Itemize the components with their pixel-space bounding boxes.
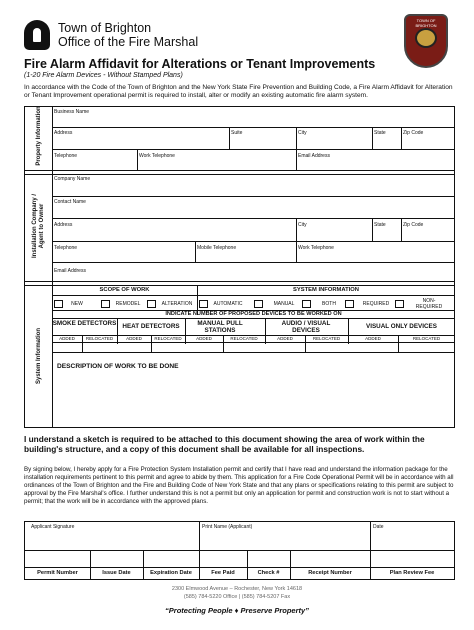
company-name-field[interactable]: Company Name bbox=[54, 176, 91, 182]
installer-section-label: Installation Company / Agent to Owner bbox=[32, 194, 45, 259]
property-telephone-field[interactable]: Telephone bbox=[54, 153, 78, 159]
system-automatic-checkbox[interactable] bbox=[199, 300, 208, 308]
property-work-telephone-field[interactable]: Work Telephone bbox=[139, 153, 175, 159]
badge-emblem-icon bbox=[415, 28, 437, 48]
plan-review-fee-field[interactable]: Plan Review Fee bbox=[389, 570, 435, 576]
system-required-label: REQUIRED bbox=[362, 301, 390, 307]
applicant-signature-field[interactable]: Applicant Signature bbox=[31, 524, 75, 530]
scope-new-label: NEW bbox=[71, 301, 83, 307]
installer-zip-field[interactable]: Zip Code bbox=[403, 222, 424, 228]
smoke-relocated-label: RELOCATED bbox=[85, 336, 114, 341]
org-name bbox=[58, 21, 198, 49]
business-name-field[interactable]: Business Name bbox=[54, 109, 90, 115]
heat-detectors-header: HEAT DETECTORS bbox=[122, 323, 180, 330]
av-relocated-label: RELOCATED bbox=[312, 336, 341, 341]
visual-added-label: ADDED bbox=[365, 336, 381, 341]
receipt-number-field[interactable]: Receipt Number bbox=[308, 570, 352, 576]
org-line-1: Town of Brighton bbox=[58, 21, 152, 35]
scope-of-work-header: SCOPE OF WORK bbox=[99, 287, 150, 293]
badge-text: TOWN OF BRIGHTON bbox=[415, 18, 437, 28]
check-number-field[interactable]: Check # bbox=[257, 570, 280, 576]
installer-city-field[interactable]: City bbox=[298, 222, 307, 228]
audio-visual-devices-header: AUDIO / VISUAL DEVICES bbox=[281, 320, 331, 334]
contact-name-field[interactable]: Contact Name bbox=[54, 199, 86, 205]
av-added-label: ADDED bbox=[277, 336, 293, 341]
system-automatic-label: AUTOMATIC bbox=[213, 301, 243, 307]
property-state-field[interactable]: State bbox=[374, 130, 386, 136]
heat-added-label: ADDED bbox=[126, 336, 142, 341]
installer-email-field[interactable]: Email Address bbox=[54, 268, 86, 274]
visual-only-devices-header: VISUAL ONLY DEVICES bbox=[366, 323, 437, 330]
affidavit-form bbox=[24, 106, 455, 428]
scope-remodel-label: REMODEL bbox=[115, 301, 141, 307]
devices-header: INDICATE NUMBER OF PROPOSED DEVICES TO BE WORKED ON bbox=[165, 311, 342, 317]
description-of-work-field[interactable]: DESCRIPTION OF WORK TO BE DONE bbox=[57, 363, 179, 370]
manual-pull-stations-header: MANUAL PULL STATIONS bbox=[197, 320, 243, 334]
system-manual-label: MANUAL bbox=[273, 301, 295, 307]
visual-relocated-label: RELOCATED bbox=[412, 336, 441, 341]
installer-mobile-field[interactable]: Mobile Telephone bbox=[197, 245, 237, 251]
installer-state-field[interactable]: State bbox=[374, 222, 386, 228]
issue-date-field[interactable]: Issue Date bbox=[102, 570, 131, 576]
footer-address: 2300 Elmwood Avenue – Rochester, New York 14618 bbox=[171, 586, 303, 592]
system-both-checkbox[interactable] bbox=[302, 300, 311, 308]
scope-alteration-label: ALTERATION bbox=[161, 301, 193, 307]
system-both-label: BOTH bbox=[322, 301, 336, 307]
date-field[interactable]: Date bbox=[373, 524, 384, 530]
footer-phones: (585) 784-5220 Office | (585) 784-5207 Fax bbox=[183, 594, 291, 600]
fee-paid-field[interactable]: Fee Paid bbox=[211, 570, 235, 576]
property-section-label: Property Information bbox=[36, 106, 42, 166]
fire-department-badge-icon bbox=[404, 14, 448, 68]
scope-new-checkbox[interactable] bbox=[54, 300, 63, 308]
heat-relocated-label: RELOCATED bbox=[154, 336, 182, 341]
system-information-header: SYSTEM INFORMATION bbox=[293, 287, 359, 293]
signing-statement: By signing below, I hereby apply for a Fire Protection System Installation permit and certify that I have read and understand the information package for the installation requirements pertinent to this permit and agree to abide by them. This application for a Fire Code Operational Permit will be in accordance with all ordinances of the Town of Brighton and the Fire and Building Code of New York State and that any plans or specifications relating to this permit are subject to approval by the Fire Marshal's office. I further understand this is not a permit but only an application for permit and construction work is not to start without a permit; that the work will be in accordance with the approved plans. bbox=[24, 466, 454, 505]
installer-work-telephone-field[interactable]: Work Telephone bbox=[298, 245, 334, 251]
signature-table bbox=[24, 521, 455, 580]
property-city-field[interactable]: City bbox=[298, 130, 307, 136]
system-manual-checkbox[interactable] bbox=[254, 300, 263, 308]
property-address-field[interactable]: Address bbox=[54, 130, 73, 136]
scope-remodel-checkbox[interactable] bbox=[101, 300, 110, 308]
sketch-acknowledgement: I understand a sketch is required to be attached to this document showing the area of work within the building's structure, and a copy of this document shall be available for all inspections. bbox=[24, 434, 425, 454]
form-title: Fire Alarm Affidavit for Alterations or Tenant Improvements bbox=[24, 57, 376, 71]
system-required-checkbox[interactable] bbox=[345, 300, 354, 308]
org-line-2: Office of the Fire Marshal bbox=[58, 35, 199, 49]
pull-relocated-label: RELOCATED bbox=[230, 336, 258, 341]
pull-added-label: ADDED bbox=[196, 336, 212, 341]
form-subtitle: (1-20 Fire Alarm Devices - Without Stamped Plans) bbox=[24, 72, 183, 79]
system-nonrequired-checkbox[interactable] bbox=[395, 300, 404, 308]
installer-address-field[interactable]: Address bbox=[54, 222, 73, 228]
flame-logo-icon bbox=[24, 20, 50, 50]
smoke-detectors-header: SMOKE DETECTORS bbox=[52, 320, 117, 327]
scope-alteration-checkbox[interactable] bbox=[147, 300, 156, 308]
property-suite-field[interactable]: Suite bbox=[231, 130, 243, 136]
permit-number-field[interactable]: Permit Number bbox=[37, 570, 78, 576]
footer-motto: “Protecting People ♦ Preserve Property” bbox=[165, 606, 309, 615]
intro-text: In accordance with the Code of the Town of Brighton and the New York State Fire Prevention and Building Code, a Fire Alarm Affidavit for Alteration or Tenant Improvement operational permit is required to install, alter or modify an existing automatic fire alarm system. bbox=[24, 84, 453, 100]
print-name-field[interactable]: Print Name (Applicant) bbox=[202, 524, 253, 530]
system-nonrequired-label: NON-REQUIRED bbox=[415, 298, 443, 310]
smoke-added-label: ADDED bbox=[59, 336, 75, 341]
property-zip-field[interactable]: Zip Code bbox=[403, 130, 424, 136]
expiration-date-field[interactable]: Expiration Date bbox=[150, 570, 192, 576]
property-email-field[interactable]: Email Address bbox=[298, 153, 330, 159]
system-section-label: System Information bbox=[36, 328, 42, 385]
installer-telephone-field[interactable]: Telephone bbox=[54, 245, 78, 251]
